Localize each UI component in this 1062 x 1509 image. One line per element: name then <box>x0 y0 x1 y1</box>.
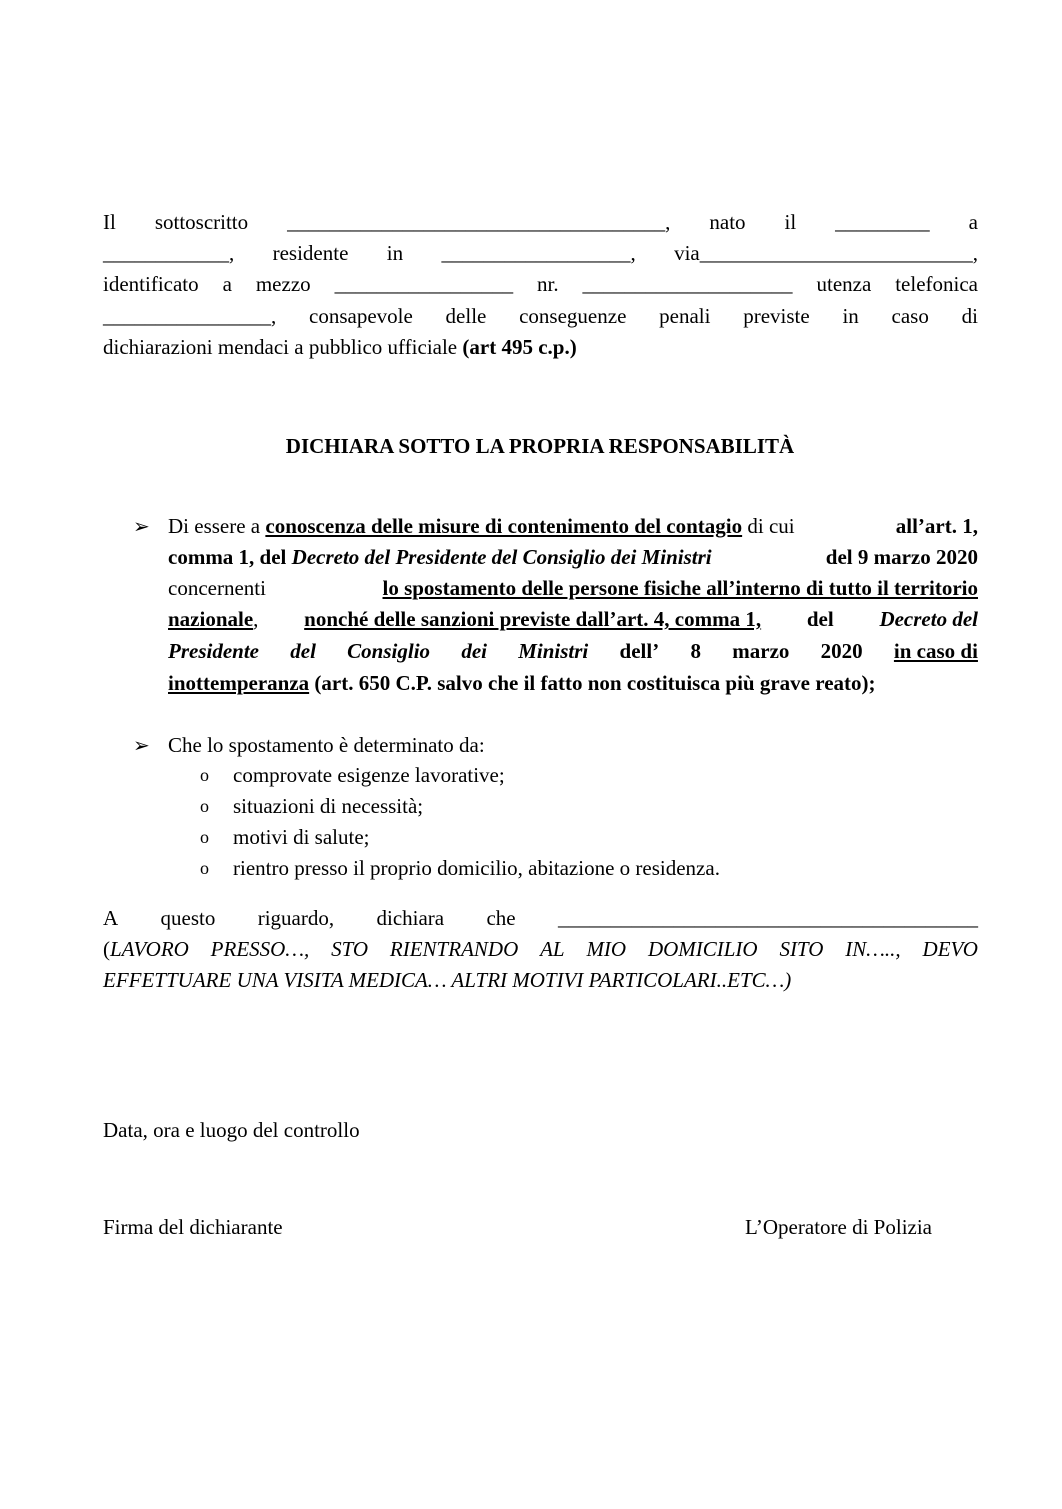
declare-line-2: (LAVORO PRESSO…, STO RIENTRANDO AL MIO DOMICILIO SITO IN….., DEVO <box>103 937 978 961</box>
reason-item-work: comprovate esigenze lavorative; <box>233 763 505 787</box>
police-officer-signature-label: L’Operatore di Polizia <box>745 1215 933 1239</box>
intro-line-2: ____________, residente in __________________, via__________________________, <box>103 241 978 265</box>
intro-line-5: dichiarazioni mendaci a pubblico ufficiale (art 495 c.p.) <box>103 335 577 359</box>
intro-line-3: identificato a mezzo _________________ nr. ____________________ utenza telefonica <box>103 272 978 296</box>
declare-line-1: A questo riguardo, dichiara che ________________________________________ <box>103 906 978 930</box>
declaration-heading: DICHIARA SOTTO LA PROPRIA RESPONSABILITÀ <box>285 434 795 458</box>
declarant-signature-label: Firma del dichiarante <box>103 1215 283 1239</box>
bullet1-line-6: inottemperanza (art. 650 C.P. salvo che il fatto non costituisca più grave reato); <box>168 671 876 695</box>
circle-bullet-icon: o <box>200 765 209 785</box>
street-field[interactable]: via__________________________, <box>674 241 978 265</box>
control-date-place-label: Data, ora e luogo del controllo <box>103 1118 360 1142</box>
bullet1-line-4: nazionale, nonché delle sanzioni previste dall’art. 4, comma 1, del Decreto del <box>168 607 978 631</box>
declare-line-3: EFFETTUARE UNA VISITA MEDICA… ALTRI MOTIVI PARTICOLARI..ETC…) <box>103 968 792 992</box>
reason-item-necessity: situazioni di necessità; <box>233 794 424 818</box>
circle-bullet-icon: o <box>200 827 209 847</box>
circle-bullet-icon: o <box>200 796 209 816</box>
bullet1-line-2: comma 1, del Decreto del Presidente del Consiglio dei Ministri del 9 marzo 2020 <box>168 545 978 569</box>
reason-item-health: motivi di salute; <box>233 825 370 849</box>
phone-field[interactable]: ________________, <box>103 304 277 328</box>
reason-field[interactable]: ________________________________________ <box>557 906 978 930</box>
bullet1-line-3: concernenti lo spostamento delle persone fisiche all’interno di tutto il territorio <box>168 576 978 600</box>
bullet1-line-5: Presidente del Consiglio dei Ministri dell’ 8 marzo 2020 in caso di <box>168 639 978 663</box>
intro-line-4: ________________, consapevole delle conseguenze penali previste in caso di <box>103 304 978 328</box>
birthplace-field[interactable]: ____________, <box>103 241 235 265</box>
intro-line-1: Il sottoscritto ____________________________________, nato il _________ a <box>103 210 978 234</box>
circle-bullet-icon: o <box>200 858 209 878</box>
bullet2-title: Che lo spostamento è determinato da: <box>168 733 485 757</box>
reason-item-return-home: rientro presso il proprio domicilio, abitazione o residenza. <box>233 856 720 880</box>
arrow-bullet-icon: ➢ <box>133 516 150 538</box>
residence-field[interactable]: __________________, <box>441 241 636 265</box>
id-document-field[interactable]: _________________ <box>334 272 514 296</box>
birthdate-field[interactable]: _________ <box>835 210 930 234</box>
id-number-field[interactable]: ____________________ <box>582 272 793 296</box>
arrow-bullet-icon: ➢ <box>133 735 150 757</box>
bullet1-line-1: Di essere a conoscenza delle misure di contenimento del contagio di cui all’art. 1, <box>168 514 978 538</box>
name-field[interactable]: ____________________________________, <box>287 210 671 234</box>
